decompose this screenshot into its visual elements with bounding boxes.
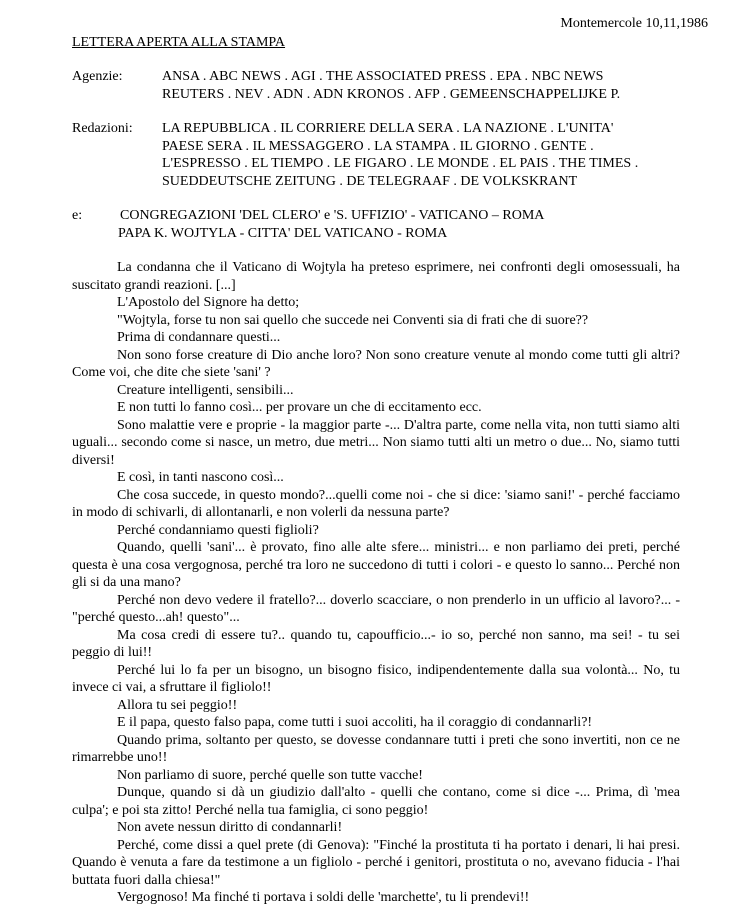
recipients-list — [118, 207, 544, 242]
redazioni-line: PAESE SERA . IL MESSAGGERO . LA STAMPA . IL GIORNO . GENTE . — [162, 138, 594, 154]
body-paragraph: Sono malattie vere e proprie - la maggior parte -... D'altra parte, come nella vita, non tutti siamo alti uguali... secondo come si nasce, un metro, due metri... Non siamo tutti alti un metro o due... No, siamo tutti diversi! — [72, 417, 680, 468]
body-paragraph: E così, in tanti nascono così... — [117, 470, 284, 485]
body-paragraph: Creature intelligenti, sensibili... — [117, 382, 294, 398]
body-paragraph: Quando, quelli 'sani'... è provato, fino alle alte sfere... ministri... e non parliamo dei preti, perché questa è una cosa vergognosa, perché tra loro ne succedono di tutti i colori - e questo lo sanno... Perché non gli si da una mano? — [72, 540, 680, 590]
agenzie-line: ANSA . ABC NEWS . AGI . THE ASSOCIATED PRESS . EPA . NBC NEWS — [162, 69, 604, 84]
redazioni-block — [72, 120, 712, 192]
body-paragraph: Ma cosa credi di essere tu?.. quando tu, capoufficio...- io so, perché non sanno, ma sei! - tu sei peggio di lui!! — [72, 627, 680, 660]
date-line: Montemercole 10,11,1986 — [560, 16, 708, 31]
body-paragraph: L'Apostolo del Signore ha detto; — [117, 295, 300, 310]
recipient-line: CONGREGAZIONI 'DEL CLERO' e 'S. UFFIZIO' - VATICANO – ROMA — [120, 208, 545, 223]
body-paragraph: Allora tu sei peggio!! — [117, 697, 238, 713]
body-paragraph: E il papa, questo falso papa, come tutti i suoi accoliti, ha il coraggio di condannarli?! — [117, 715, 593, 730]
body-paragraph: Quando prima, soltanto per questo, se dovesse condannare tutti i preti che sono invertiti, non ce ne rimarrebbe uno!! — [72, 732, 680, 765]
agenzie-block — [72, 68, 712, 104]
agenzie-list — [162, 68, 620, 103]
body-paragraph: E non tutti lo fanno così... per provare un che di eccitamento ecc. — [117, 400, 482, 415]
body-paragraph: Dunque, quando si dà un giudizio dall'alto - quelli che contano, come si dice -... Prima, dì 'mea culpa'; e poi sta zitto! Perché nella tua famiglia, ci sono peggio! — [72, 785, 680, 818]
body-paragraph: Non sono forse creature di Dio anche loro? Non sono creature venute al mondo come tutti gli altri? Come voi, che dite che siete 'sani' ? — [72, 347, 680, 380]
body-paragraph: Non avete nessun diritto di condannarli! — [117, 820, 343, 835]
agenzie-label: Agenzie: — [72, 69, 123, 84]
letter-heading: LETTERA APERTA ALLA STAMPA — [72, 35, 286, 50]
redazioni-line: L'ESPRESSO . EL TIEMPO . LE FIGARO . LE MONDE . EL PAIS . THE TIMES . — [162, 156, 639, 171]
recipient-line: PAPA K. WOJTYLA - CITTA' DEL VATICANO - ROMA — [118, 225, 448, 241]
redazioni-line: SUEDDEUTSCHE ZEITUNG . DE TELEGRAAF . DE VOLKSKRANT — [162, 173, 578, 189]
body-paragraph: Che cosa succede, in questo mondo?...quelli come noi - che si dice: 'siamo sani!' - perché facciamo in modo di schivarli, di allontanarli, e non volerli da nessuna parte? — [72, 487, 680, 520]
body-paragraph: La condanna che il Vaticano di Wojtyla ha preteso esprimere, nei confronti degli omosessuali, ha suscitato grandi reazioni. [...] — [72, 260, 680, 293]
recipients-label: e: — [72, 208, 83, 223]
body-paragraph: Prima di condannare questi... — [117, 330, 281, 345]
body-paragraph: "Wojtyla, forse tu non sai quello che succede nei Conventi sia di frati che di suore?? — [117, 312, 589, 328]
body-paragraph: Perché non devo vedere il fratello?... doverlo scacciare, o non prenderlo in un ufficio al lavoro?... -"perché questo...ah! questo"... — [72, 592, 680, 625]
redazioni-list — [162, 120, 638, 190]
body-paragraph: Vergognoso! Ma finché ti portava i soldi delle 'marchette', tu li prendevi!! — [117, 890, 530, 905]
body-paragraph: Non parliamo di suore, perché quelle son tutte vacche! — [117, 767, 423, 783]
redazioni-line: LA REPUBBLICA . IL CORRIERE DELLA SERA . LA NAZIONE . L'UNITA' — [162, 121, 614, 136]
agenzie-line: REUTERS . NEV . ADN . ADN KRONOS . AFP . GEMEENSCHAPPELIJKE P. — [162, 86, 621, 102]
body-paragraph: Perché condanniamo questi figlioli? — [117, 522, 319, 538]
body-paragraph: Perché, come dissi a quel prete (di Genova): "Finché la prostituta ti ha portato i denari, li hai presi. Quando è venuta a fare da testimone a un figliolo - perché i genitori, prostituta o no, avevano fiducia - l'hai buttata fuori dalla chiesa!" — [72, 837, 680, 888]
body-paragraph: Perché lui lo fa per un bisogno, un bisogno fisico, indipendentemente dalla sua volontà... No, tu invece ci vai, a sfruttare il figliolo!! — [72, 662, 680, 695]
letter-body — [72, 259, 680, 907]
redazioni-label: Redazioni: — [72, 121, 133, 136]
